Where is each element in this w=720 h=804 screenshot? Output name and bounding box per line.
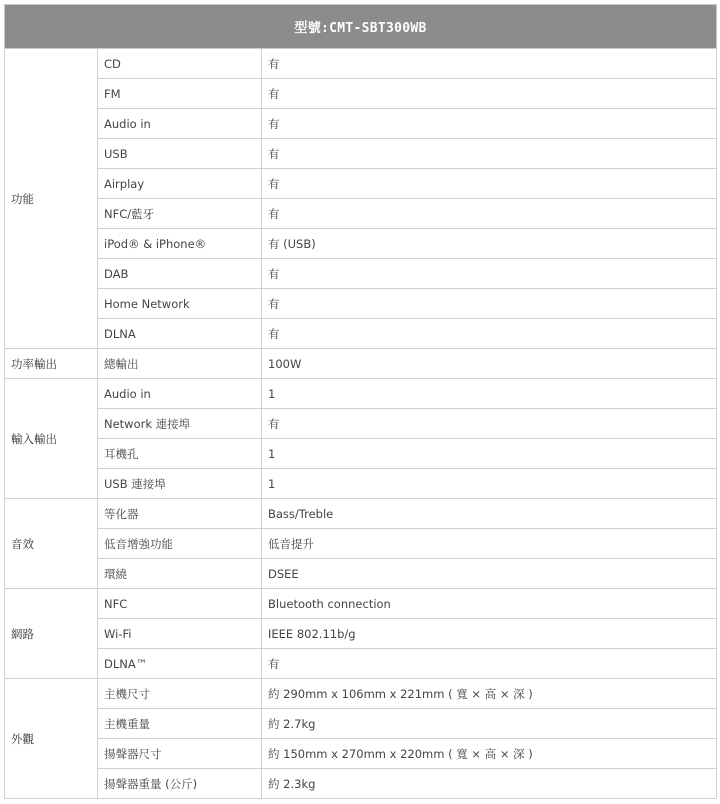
value-cell: DSEE [262,559,717,589]
table-row [5,679,717,709]
value-cell: 約 2.7kg [262,709,717,739]
value-cell: 有 [262,79,717,109]
feature-cell: Audio in [98,379,262,409]
value-cell: Bluetooth connection [262,589,717,619]
table-row [5,49,717,79]
category-cell: 功率輸出 [5,349,98,379]
title-row [5,5,717,49]
table-row [5,529,717,559]
table-row [5,199,717,229]
feature-cell: 主機重量 [98,709,262,739]
feature-cell: 揚聲器重量 (公斤) [98,769,262,799]
value-cell: 1 [262,439,717,469]
spec-table [4,4,717,799]
feature-cell: Audio in [98,109,262,139]
feature-cell: CD [98,49,262,79]
value-cell: 有 [262,409,717,439]
value-cell: 有 [262,49,717,79]
feature-cell: NFC [98,589,262,619]
feature-cell: USB 連接埠 [98,469,262,499]
value-cell: 1 [262,379,717,409]
feature-cell: FM [98,79,262,109]
value-cell: 約 150mm x 270mm x 220mm ( 寬 × 高 × 深 ) [262,739,717,769]
table-row [5,709,717,739]
value-cell: 有 [262,199,717,229]
table-row [5,589,717,619]
feature-cell: DAB [98,259,262,289]
category-cell: 網路 [5,589,98,679]
feature-cell: NFC/藍牙 [98,199,262,229]
feature-cell: 總輸出 [98,349,262,379]
value-cell: 有 [262,259,717,289]
table-row [5,259,717,289]
model-title: 型號:CMT-SBT300WB [5,5,717,49]
spec-body [5,49,717,799]
table-row [5,439,717,469]
value-cell: Bass/Treble [262,499,717,529]
spec-sheet [4,4,716,799]
value-cell: 有 [262,319,717,349]
value-cell: 有 [262,139,717,169]
feature-cell: 揚聲器尺寸 [98,739,262,769]
table-row [5,469,717,499]
value-cell: 有 (USB) [262,229,717,259]
feature-cell: Wi-Fi [98,619,262,649]
feature-cell: USB [98,139,262,169]
table-row [5,769,717,799]
value-cell: 1 [262,469,717,499]
feature-cell: iPod® & iPhone® [98,229,262,259]
table-row [5,229,717,259]
table-row [5,109,717,139]
value-cell: IEEE 802.11b/g [262,619,717,649]
table-row [5,649,717,679]
value-cell: 有 [262,169,717,199]
feature-cell: 低音增強功能 [98,529,262,559]
category-cell: 外觀 [5,679,98,799]
value-cell: 約 2.3kg [262,769,717,799]
table-row [5,619,717,649]
table-row [5,319,717,349]
value-cell: 有 [262,109,717,139]
category-cell: 功能 [5,49,98,349]
feature-cell: DLNA [98,319,262,349]
feature-cell: 耳機孔 [98,439,262,469]
feature-cell: 等化器 [98,499,262,529]
feature-cell: Airplay [98,169,262,199]
table-row [5,349,717,379]
value-cell: 有 [262,289,717,319]
value-cell: 約 290mm x 106mm x 221mm ( 寬 × 高 × 深 ) [262,679,717,709]
feature-cell: 主機尺寸 [98,679,262,709]
category-cell: 音效 [5,499,98,589]
category-cell: 輸入輸出 [5,379,98,499]
feature-cell: Home Network [98,289,262,319]
value-cell: 100W [262,349,717,379]
value-cell: 低音提升 [262,529,717,559]
table-row [5,379,717,409]
table-row [5,499,717,529]
table-row [5,559,717,589]
table-row [5,139,717,169]
feature-cell: DLNA™ [98,649,262,679]
table-row [5,739,717,769]
feature-cell: 環繞 [98,559,262,589]
value-cell: 有 [262,649,717,679]
table-row [5,79,717,109]
table-row [5,409,717,439]
feature-cell: Network 連接埠 [98,409,262,439]
table-row [5,289,717,319]
table-row [5,169,717,199]
